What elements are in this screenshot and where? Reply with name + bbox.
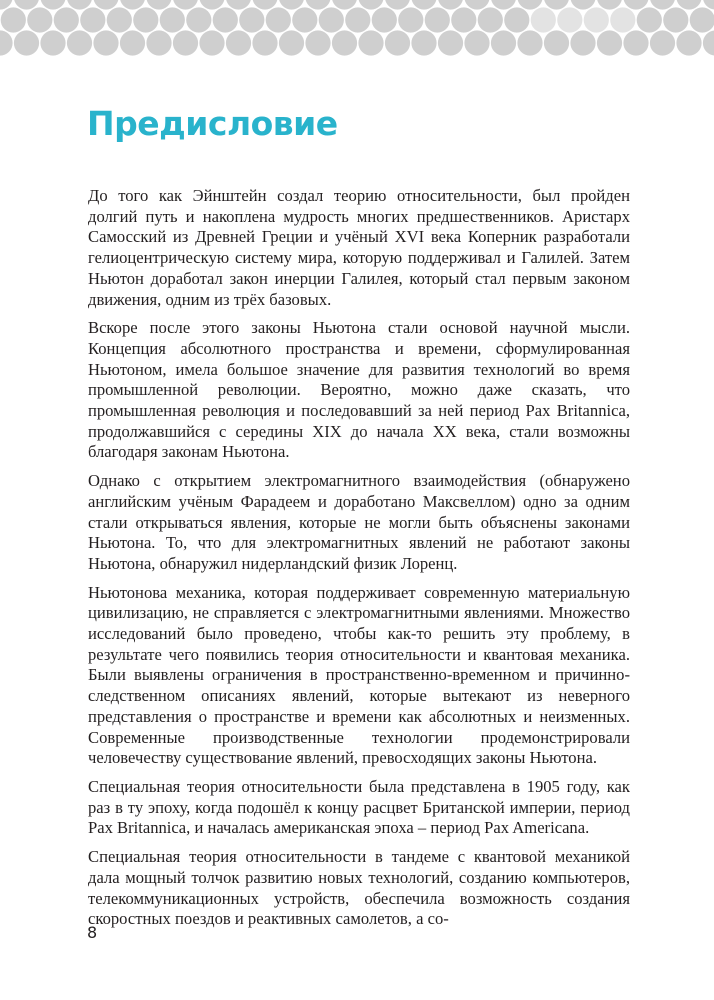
decorative-dot bbox=[425, 7, 450, 32]
decorative-dot bbox=[14, 30, 39, 55]
decorative-dot bbox=[610, 7, 635, 32]
decorative-dot bbox=[14, 0, 39, 10]
decorative-dot bbox=[517, 0, 542, 10]
dot-pattern-graphic bbox=[0, 0, 714, 64]
decorative-dot bbox=[650, 30, 675, 55]
decorative-dot bbox=[676, 30, 701, 55]
decorative-dot bbox=[544, 30, 569, 55]
paragraph: Вскоре после этого законы Ньютона стали основой научной мысли. Концепция абсолютного пространства и времени, сформулированная Ньютоном, имела большое значение для развития технологий во время промышленной революции. Вероятно, можно даже сказать, что промышленная революция и последовавший за ней период Pax Britannica, продолжавшийся с середины XIX до начала XX века, стали возможны благодаря законам Ньютона. bbox=[88, 318, 630, 462]
paragraph: Однако с открытием электромагнитного взаимодействия (обнаружено английским учёным Фарадеем и доработано Максвеллом) одно за одним стали открываться явления, которые не могли быть объяснены законами Ньютона. То, что для электромагнитных явлений не работают законы Ньютона, обнаружил нидерландский физик Лоренц. bbox=[88, 471, 630, 573]
decorative-dot bbox=[93, 0, 118, 10]
body-text bbox=[88, 186, 630, 930]
decorative-dot bbox=[80, 7, 105, 32]
decorative-dot bbox=[186, 7, 211, 32]
decorative-dot bbox=[27, 7, 52, 32]
chapter-title: Предисловие bbox=[87, 104, 338, 143]
decorative-dot bbox=[305, 30, 330, 55]
decorative-dot bbox=[160, 7, 185, 32]
decorative-dot bbox=[199, 0, 224, 10]
decorative-dot bbox=[637, 7, 662, 32]
page-number: 8 bbox=[87, 923, 98, 942]
decorative-dot bbox=[252, 0, 277, 10]
decorative-dot bbox=[266, 7, 291, 32]
decorative-dot bbox=[146, 0, 171, 10]
decorative-dot bbox=[54, 7, 79, 32]
decorative-dot bbox=[663, 7, 688, 32]
decorative-dot bbox=[411, 0, 436, 10]
decorative-dot bbox=[93, 30, 118, 55]
decorative-dot bbox=[239, 7, 264, 32]
decorative-dot bbox=[451, 7, 476, 32]
decorative-dot bbox=[438, 30, 463, 55]
decorative-dot bbox=[438, 0, 463, 10]
decorative-dot bbox=[332, 30, 357, 55]
decorative-dot bbox=[372, 7, 397, 32]
decorative-dot bbox=[623, 0, 648, 10]
decorative-dot bbox=[464, 0, 489, 10]
decorative-dot bbox=[411, 30, 436, 55]
decorative-dot bbox=[491, 0, 516, 10]
decorative-dot bbox=[226, 30, 251, 55]
decorative-dot bbox=[358, 0, 383, 10]
decorative-dot bbox=[676, 0, 701, 10]
decorative-dot bbox=[279, 30, 304, 55]
decorative-dot bbox=[544, 0, 569, 10]
decorative-dot bbox=[120, 0, 145, 10]
decorative-dot bbox=[173, 30, 198, 55]
decorative-dot bbox=[570, 0, 595, 10]
decorative-dot bbox=[597, 0, 622, 10]
decorative-dot bbox=[1, 7, 26, 32]
decorative-dot bbox=[292, 7, 317, 32]
decorative-dot bbox=[67, 30, 92, 55]
decorative-dot bbox=[226, 0, 251, 10]
decorative-dot bbox=[531, 7, 556, 32]
decorative-dot bbox=[173, 0, 198, 10]
decorative-dot bbox=[464, 30, 489, 55]
decorative-dot bbox=[133, 7, 158, 32]
decorative-dot bbox=[385, 30, 410, 55]
paragraph: До того как Эйнштейн создал теорию относительности, был пройден долгий путь и накоплена мудрость многих предшественников. Аристарх Самосский из Древней Греции и учёный XVI века Коперник разработали гелиоцентрическую систему мира, которую поддерживал и Галилей. Затем Ньютон доработал закон инерции Галилея, который стал первым законом движения, одним из трёх базовых. bbox=[88, 186, 630, 309]
decorative-dot bbox=[305, 0, 330, 10]
decorative-dot bbox=[199, 30, 224, 55]
decorative-dot bbox=[319, 7, 344, 32]
decorative-dot bbox=[491, 30, 516, 55]
decorative-dot bbox=[146, 30, 171, 55]
paragraph: Специальная теория относительности была представлена в 1905 году, как раз в ту эпоху, когда подошёл к концу расцвет Британской империи, период Pax Britannica, и началась американская эпоха – период Pax Americana. bbox=[88, 776, 630, 838]
decorative-dot bbox=[385, 0, 410, 10]
decorative-dot bbox=[358, 30, 383, 55]
decorative-dot bbox=[332, 0, 357, 10]
decorative-dot bbox=[0, 30, 13, 55]
paragraph: Специальная теория относительности в тандеме с квантовой механикой дала мощный толчок развитию новых технологий, созданию компьютеров, телекоммуникационных устройств, обеспечила возможность создания скоростных поездов и реактивных самолетов, а со- bbox=[88, 847, 630, 929]
decorative-dot bbox=[703, 30, 714, 55]
decorative-dot bbox=[40, 30, 65, 55]
decorative-dot bbox=[40, 0, 65, 10]
decorative-dot bbox=[690, 7, 714, 32]
paragraph: Ньютонова механика, которая поддерживает современную материальную цивилизацию, не справляется с электромагнитными явлениями. Множество исследований было проведено, чтобы как-то решить эту проблему, в результате чего появились теория относительности и квантовая механика. Были выявлены ограничения в пространственно-временном и причинно-следственном описаниях явлений, которые вытекают из неверного представления о пространстве и времени как абсолютных и неизменных. Современные производственные технологии продемонстрировали человечеству существование явлений, превосходящих законы Ньютона. bbox=[88, 582, 630, 768]
decorative-dot bbox=[213, 7, 238, 32]
dot-pattern-header bbox=[0, 0, 714, 64]
decorative-dot bbox=[279, 0, 304, 10]
decorative-dot bbox=[398, 7, 423, 32]
decorative-dot bbox=[478, 7, 503, 32]
decorative-dot bbox=[504, 7, 529, 32]
decorative-dot bbox=[557, 7, 582, 32]
decorative-dot bbox=[623, 30, 648, 55]
decorative-dot bbox=[252, 30, 277, 55]
decorative-dot bbox=[597, 30, 622, 55]
decorative-dot bbox=[584, 7, 609, 32]
decorative-dot bbox=[570, 30, 595, 55]
decorative-dot bbox=[650, 0, 675, 10]
decorative-dot bbox=[107, 7, 132, 32]
decorative-dot bbox=[517, 30, 542, 55]
decorative-dot bbox=[345, 7, 370, 32]
decorative-dot bbox=[120, 30, 145, 55]
decorative-dot bbox=[67, 0, 92, 10]
